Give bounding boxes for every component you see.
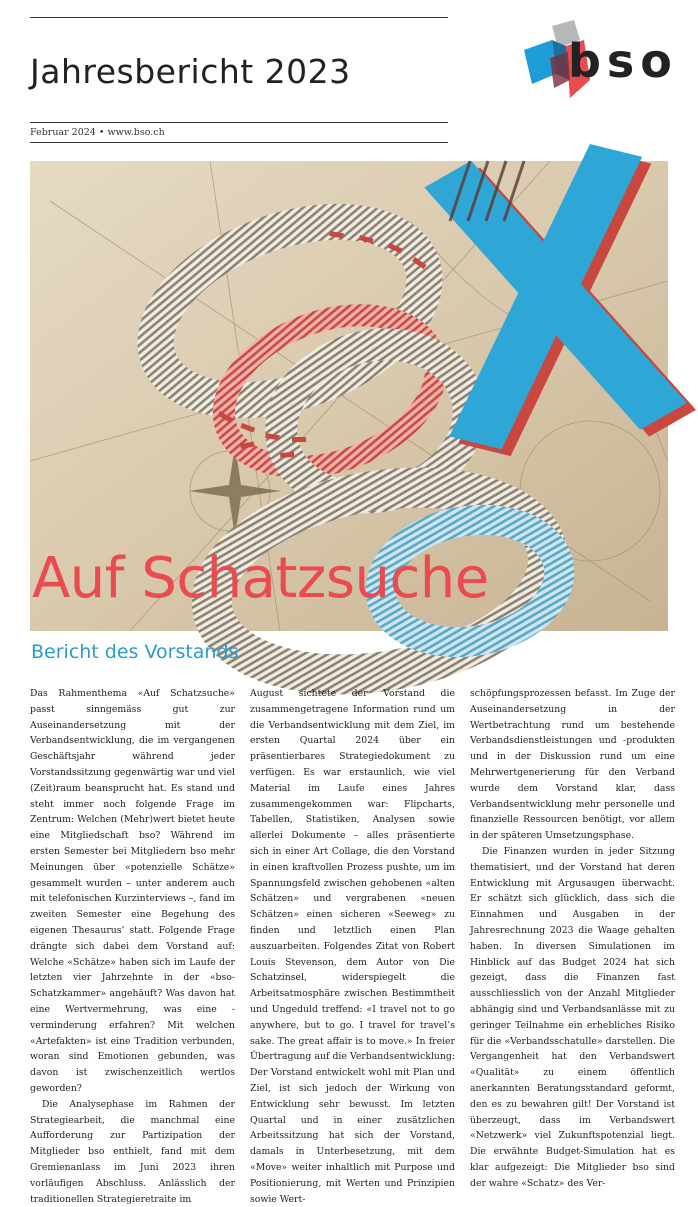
header-rule <box>30 122 448 123</box>
header-rule-bottom <box>30 142 448 143</box>
paragraph: Das Rahmenthema «Auf Schatzsuche» passt sinngemäss gut zur Auseinandersetzung mit der Verbandsentwicklung, die im vergangenen Geschäftsjahr während jeder Vorstandssitzung gegenwärtig war und viel (Zeit)raum beansprucht hat. Es stand und steht immer noch folgende Frage im Zentrum: Welchen (Mehr)wert bietet heute eine Mitgliedschaft bso? Während im ersten Semester bei Mitgliedern bso mehr Meinungen über «potenzielle Schätze» gesammelt wurden – unter anderem auch mit telefonischen Kurzinterviews –, fand im zweiten Semester eine Begehung des eigenen Thesaurus’ statt. Folgende Frage drängte sich dabei dem Vorstand auf: Welche «Schätze» haben sich im Laufe der letzten vier Jahrzehnte in der «bso-Schatzkammer» angehäuft? Was davon hat eine Wertvermehrung, was eine -verminderung erfahren? Mit welchen «Artefakten» ist eine Tradition verbunden, woran sind Emotionen gebunden, was davon ist zwischenzeitlich wertlos geworden? <box>30 688 235 1094</box>
paragraph: schöpfungsprozessen befasst. Im Zuge der Auseinandersetzung in der Wertbetrachtung rund um bestehende Verbandsdienstleistungen und -produkten und in der Diskussion rund um eine Mehrwertgenerierung für den Verband wurde dem Vorstand klar, dass Verbandsentwicklung mehr personelle und finanzielle Ressourcen benötigt, vor allem in der späteren Umsetzungsphase. <box>470 688 675 842</box>
top-rule <box>30 17 448 18</box>
article-column-3 <box>470 686 675 1189</box>
report-title: Jahresbericht 2023 <box>30 52 351 91</box>
paragraph: Die Finanzen wurden in jeder Sitzung thematisiert, und der Vorstand hat deren Entwicklung mit Argusaugen überwacht. Er schätzt sich glücklich, dass sich die Einnahmen und Ausgaben in der Jahresrechnung 2023 die Waage gehalten haben. In diversen Simulationen im Hinblick auf das Budget 2024 hat sich gezeigt, dass die Finanzen fast ausschliesslich von der Anzahl Mitglieder abhängig sind und Verbandsanlässe mit zu geringer Teilnahme ein erhebliches Risiko für die «Verbandsschatulle» darstellen. Die Vergangenheit hat den Verbandswert «Qualität» zu einem öffentlich anerkannten Beratungsstandard geformt, den es zu bewahren gilt! Der Vorstand ist überzeugt, dass im Verbandswert «Netzwerk» viel Zukunftspotenzial liegt. Die erwähnte Budget-Simulation hat es klar aufgezeigt: Die Mitglieder bso sind der wahre «Schatz» des Ver- <box>470 845 675 1189</box>
logo-wordmark: bso <box>568 34 678 88</box>
section-subhead: Bericht des Vorstands <box>31 641 239 663</box>
headline: Auf Schatzsuche <box>32 546 489 611</box>
paragraph: Die Analysephase im Rahmen der Strategiearbeit, die manchmal eine Aufforderung zur Partizipation der Mitglieder bso enthielt, fand mit dem Gremienanlass im Juni 2023 ihren vorläufigen Abschluss. Anlässlich der traditionellen Strategieretraite im <box>30 1098 235 1205</box>
dateline: Februar 2024 • www.bso.ch <box>30 127 165 138</box>
article-column-2 <box>250 686 455 1205</box>
paragraph: August sichtete der Vorstand die zusammengetragene Information rund um die Verbandsentwicklung mit dem Ziel, im ersten Quartal 2024 über ein präsentierbares Strategiedokument zu verfügen. Es war erstaunlich, wie viel Material im Laufe eines Jahres zusammengekommen war: Flipcharts, Tabellen, Statistiken, Analysen sowie allerlei Dokumente – alles präsentierte sich in einer Art Collage, die den Vorstand in einen kraftvollen Prozess pushte, um im Spannungsfeld zwischen gehobenen «alten Schätzen» und vergrabenen «neuen Schätzen» einen sicheren «Seeweg» zu finden und letztlich einen Plan auszuarbeiten. Folgendes Zitat von Robert Louis Stevenson, dem Autor von Die Schatzinsel, widerspiegelt die Arbeitsatmosphäre zwischen Bestimmtheit und Ungeduld treffend: «I travel not to go anywhere, but to go. I travel for travel’s sake. The great affair is to move.» In freier Übertragung auf die Verbandsentwicklung: Der Vorstand entwickelt wohl mit Plan und Ziel, ist sich jedoch der Wirkung von Entwicklung sehr bewusst. Im letzten Quartal und in einer zusätzlichen Arbeitssitzung hat sich der Vorstand, damals in Unterbesetzung, mit dem «Move» weiter inhaltlich mit Purpose und Positionierung, mit Werten und Prinzipien sowie Wert- <box>250 688 455 1205</box>
article-column-1 <box>30 686 235 1205</box>
